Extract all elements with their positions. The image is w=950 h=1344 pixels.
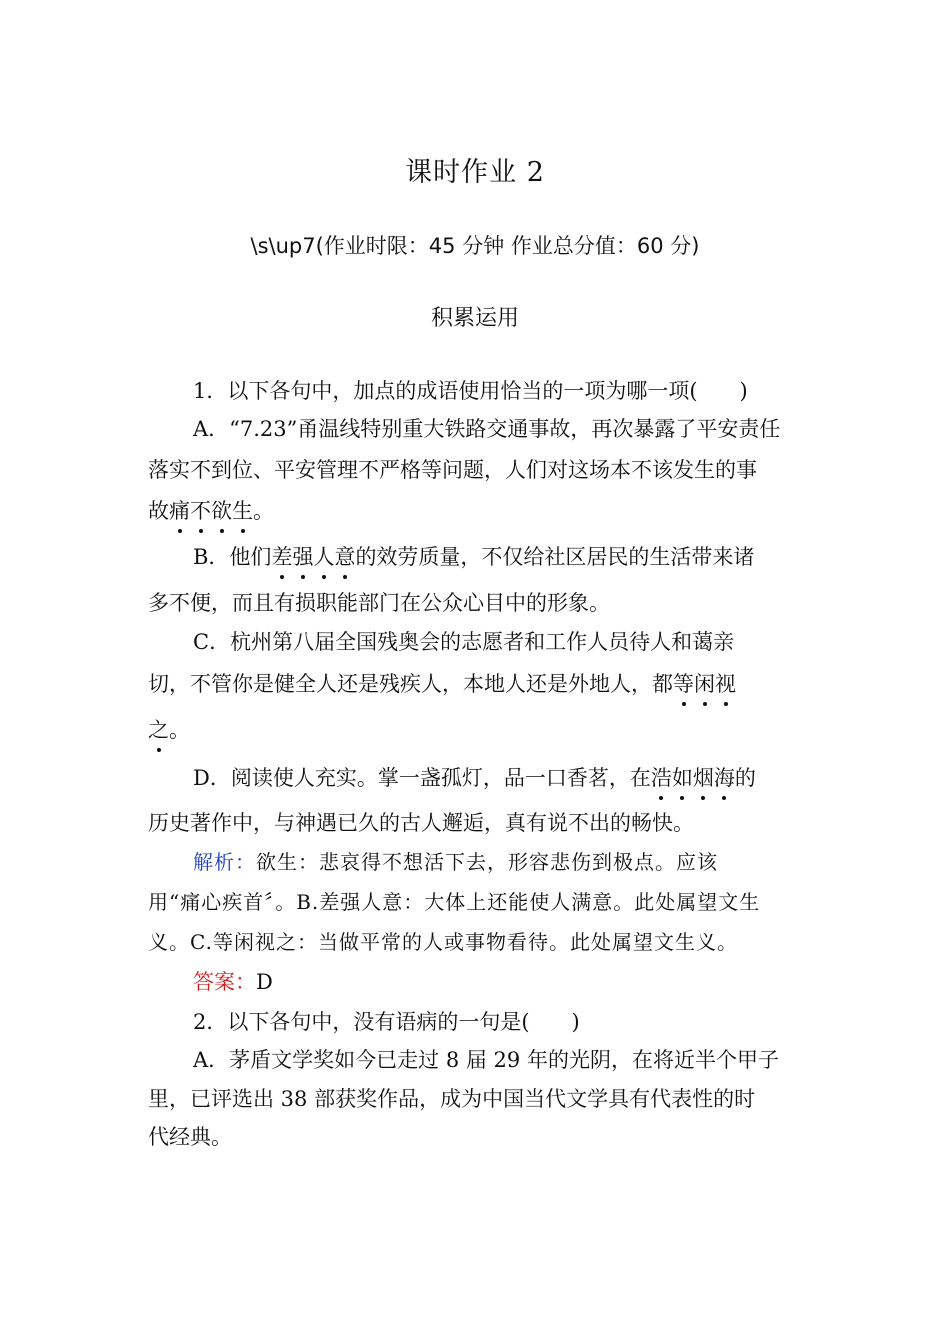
text-segment: 的 — [734, 766, 756, 790]
emphasized-char: 海 — [713, 766, 735, 790]
q1-analysis-line1 — [193, 847, 718, 877]
emphasized-char: 烟 — [692, 766, 714, 790]
q2-option-a-line3: 代经典。 — [148, 1125, 232, 1149]
emphasized-char: 如 — [671, 766, 693, 790]
emphasized-char: 差 — [271, 545, 293, 569]
answer-value: D — [256, 970, 273, 994]
q1-answer — [193, 967, 273, 997]
analysis-text: 欲生：悲哀得不想活下去，形容悲伤到极点。应该 — [256, 850, 718, 874]
text-segment: 切，不管你是健全人还是残疾人，本地人还是外地人，都 — [148, 672, 673, 696]
answer-label: 答案： — [193, 970, 256, 994]
q1-option-b-line2: 多不便，而且有损职能部门在公众心目中的形象。 — [148, 591, 610, 615]
q1-option-a-line2: 落实不到位、平安管理不严格等问题，人们对这场本不该发生的事 — [148, 458, 757, 482]
q1-option-c-line3 — [148, 715, 190, 745]
q1-option-a-line1: A．“7.23”甬温线特别重大铁路交通事故，再次暴露了平安责任 — [193, 417, 781, 441]
q1-option-a-line3 — [148, 496, 274, 526]
emphasized-char: 视 — [715, 672, 736, 696]
emphasized-char: 闲 — [694, 672, 715, 696]
q1-analysis-line2: 用“痛心疾首〞。B.差强人意：大体上还能使人满意。此处属望文生 — [148, 890, 761, 914]
q1-option-d-line1 — [193, 763, 756, 793]
q1-option-c-line2 — [148, 669, 736, 699]
q2-stem: 2．以下各句中，没有语病的一句是( ) — [193, 1010, 580, 1034]
emphasized-char: 欲 — [211, 499, 232, 523]
section-heading: 积累运用 — [430, 306, 519, 331]
emphasized-char: 痛 — [169, 499, 190, 523]
emphasized-char: 人 — [313, 545, 335, 569]
page-title: 课时作业 2 — [405, 157, 545, 188]
q2-option-a-line1: A．茅盾文学奖如今已走过 8 届 29 年的光阴，在将近半个甲子 — [193, 1048, 779, 1072]
emphasized-char: 浩 — [650, 766, 672, 790]
emphasized-char: 意 — [334, 545, 356, 569]
text-segment: B．他们 — [193, 545, 272, 569]
q2-option-a-line2: 里，已评选出 38 部获奖作品，成为中国当代文学具有代表性的时 — [148, 1087, 756, 1111]
text-segment: 故 — [148, 499, 169, 523]
emphasized-char: 强 — [292, 545, 314, 569]
q1-analysis-line3: 义。C.等闲视之：当做平常的人或事物看待。此处属望文生义。 — [148, 930, 738, 954]
text-segment: 的效劳质量，不仅给社区居民的生活带来诸 — [355, 545, 755, 569]
q1-option-c-line1: C．杭州第八届全国残奥会的志愿者和工作人员待人和蔼亲 — [193, 630, 735, 654]
emphasized-char: 不 — [190, 499, 211, 523]
text-segment: 。 — [253, 499, 274, 523]
analysis-label: 解析： — [193, 850, 256, 874]
text-segment: D．阅读使人充实。掌一盏孤灯，品一口香茗，在 — [193, 766, 651, 790]
emphasized-char: 生 — [232, 499, 253, 523]
time-limit-note: \s\up7(作业时限：45 分钟 作业总分值：60 分) — [250, 234, 700, 258]
emphasized-char: 等 — [673, 672, 694, 696]
text-segment: 。 — [169, 718, 190, 742]
q1-option-b-line1 — [193, 542, 754, 572]
q1-option-d-line2: 历史著作中，与神遇已久的古人邂逅，真有说不出的畅快。 — [148, 811, 694, 835]
emphasized-char: 之 — [148, 718, 169, 742]
q1-stem: 1．以下各句中，加点的成语使用恰当的一项为哪一项( ) — [193, 379, 748, 403]
